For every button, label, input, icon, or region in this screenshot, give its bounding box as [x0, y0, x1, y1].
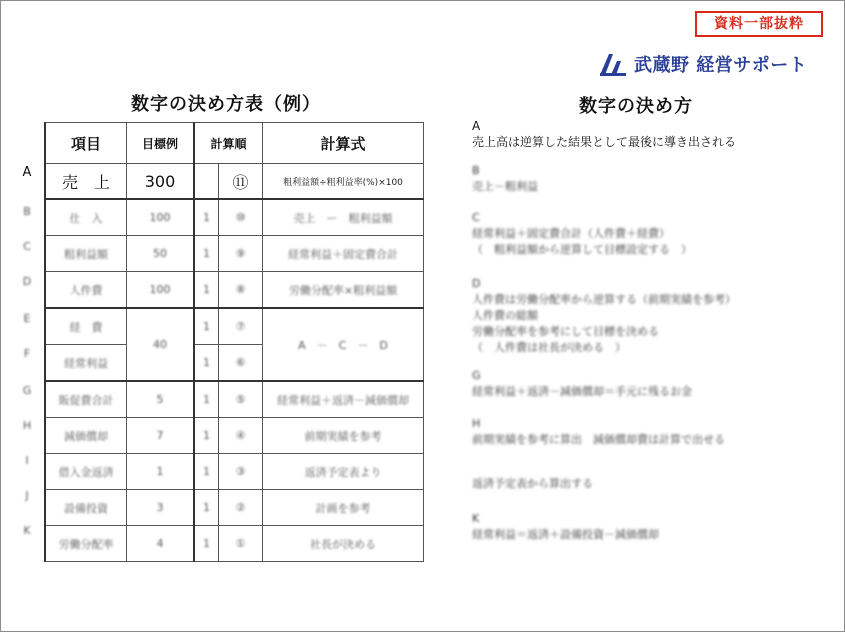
cell-order-blank: [194, 164, 219, 200]
cell-order-b: ④: [219, 418, 263, 454]
table-row: [45, 308, 424, 345]
cell-formula: 返済予定表より: [263, 454, 424, 490]
table-row: [45, 272, 424, 309]
excerpt-badge: 資料一部抜粋: [695, 11, 823, 37]
table-header-row: [45, 123, 424, 164]
cell-order-b: ②: [219, 490, 263, 526]
note-k: [472, 511, 659, 543]
note-text: 売上－粗利益: [472, 180, 538, 193]
header-item: 項目: [45, 123, 127, 164]
cell-order: ⑪: [219, 164, 263, 200]
cell-item: 粗利益額: [45, 236, 127, 272]
cell-target: 300: [127, 164, 195, 200]
table-title: 数字の決め方表（例）: [131, 94, 321, 115]
cell-order-a: 1: [194, 308, 219, 345]
cell-order-a: 1: [194, 236, 219, 272]
note-letter: C: [472, 211, 480, 224]
note-text: 経常利益＝返済＋設備投資－減価償却: [472, 528, 659, 541]
cell-item: 借入金返済: [45, 454, 127, 490]
number-decision-table: [44, 122, 424, 562]
note-letter: K: [472, 512, 480, 525]
cell-order-b: ⑧: [219, 272, 263, 309]
note-text: 売上高は逆算した結果として最後に導き出される: [472, 135, 737, 149]
cell-item: 経常利益: [45, 345, 127, 382]
row-letter: D: [22, 275, 32, 288]
cell-order-a: 1: [194, 454, 219, 490]
row-letter: G: [22, 384, 32, 397]
table-row: [45, 454, 424, 490]
table-row: [45, 236, 424, 272]
note-letter: D: [472, 277, 481, 290]
cell-formula: 社長が決める: [263, 526, 424, 562]
cell-order-a: 1: [194, 199, 219, 236]
header-order: 計算順: [194, 123, 263, 164]
cell-target: 100: [127, 199, 195, 236]
cell-formula: 経常利益＋固定費合計: [263, 236, 424, 272]
cell-target: 1: [127, 454, 195, 490]
row-letter: J: [25, 489, 29, 502]
row-letter: K: [23, 524, 31, 537]
note-text: （ 粗利益額から逆算して目標設定する ）: [472, 243, 692, 256]
header-formula: 計算式: [263, 123, 424, 164]
note-b: [472, 163, 538, 195]
note-a: [472, 118, 736, 150]
cell-target: 3: [127, 490, 195, 526]
cell-order-b: ③: [219, 454, 263, 490]
note-letter: G: [472, 369, 481, 382]
row-letter: A: [22, 165, 32, 180]
note-h: [472, 416, 725, 448]
row-letter: B: [23, 205, 31, 218]
cell-target: 40: [127, 308, 195, 381]
cell-target: 100: [127, 272, 195, 309]
note-d: [472, 276, 736, 356]
table-row: [45, 418, 424, 454]
cell-order-b: ⑩: [219, 199, 263, 236]
cell-order-b: ⑤: [219, 381, 263, 418]
header-target: 目標例: [127, 123, 195, 164]
cell-item: 経 費: [45, 308, 127, 345]
row-letter: H: [22, 419, 32, 432]
note-c: [472, 210, 692, 258]
cell-order-a: 1: [194, 490, 219, 526]
note-text: 労働分配率を参考にして目標を決める: [472, 325, 659, 338]
table-row: [45, 526, 424, 562]
cell-item: 設備投資: [45, 490, 127, 526]
note-i: [472, 476, 593, 492]
cell-order-b: ①: [219, 526, 263, 562]
notes-title: 数字の決め方: [579, 96, 693, 117]
cell-formula: 計画を参考: [263, 490, 424, 526]
note-text: 前期実績を参考に算出 減価償却費は計算で出せる: [472, 433, 725, 446]
cell-order-b: ⑦: [219, 308, 263, 345]
row-letter: I: [25, 454, 29, 467]
cell-target: 7: [127, 418, 195, 454]
cell-formula: 粗利益額÷粗利益率(%)×100: [263, 164, 424, 200]
table-row: [45, 164, 424, 200]
table-row: [45, 381, 424, 418]
cell-item: 人件費: [45, 272, 127, 309]
cell-order-b: ⑥: [219, 345, 263, 382]
cell-order-a: 1: [194, 418, 219, 454]
cell-item: 労働分配率: [45, 526, 127, 562]
note-letter: A: [472, 119, 481, 133]
note-text: 経常利益＋固定費合計（人件費＋経費）: [472, 227, 670, 240]
note-g: [472, 368, 692, 400]
cell-target: 50: [127, 236, 195, 272]
note-text: （ 人件費は社長が決める ）: [472, 341, 626, 354]
cell-formula: 労働分配率×粗利益額: [263, 272, 424, 309]
cell-formula: A － C － D: [263, 308, 424, 381]
brand-logo: [598, 51, 807, 77]
row-letter: E: [23, 312, 31, 325]
musashino-logo-icon: [598, 51, 628, 77]
cell-order-a: 1: [194, 526, 219, 562]
cell-order-a: 1: [194, 272, 219, 309]
cell-order-b: ⑨: [219, 236, 263, 272]
brand-name: 武蔵野 経営サポート: [634, 55, 808, 76]
table-row: [45, 490, 424, 526]
note-letter: H: [472, 417, 481, 430]
cell-target: 4: [127, 526, 195, 562]
cell-formula: 売上 ー 粗利益額: [263, 199, 424, 236]
note-text: 経常利益＋返済－減価償却＝手元に残るお金: [472, 385, 692, 398]
note-text: 人件費は労働分配率から逆算する（前期実績を参考）: [472, 293, 736, 306]
cell-item: 販促費合計: [45, 381, 127, 418]
note-text: 人件費の総額: [472, 309, 538, 322]
cell-item: 売 上: [45, 164, 127, 200]
cell-formula: 経常利益＋返済－減価償却: [263, 381, 424, 418]
note-text: 返済予定表から算出する: [472, 477, 593, 490]
cell-order-a: 1: [194, 381, 219, 418]
cell-order-a: 1: [194, 345, 219, 382]
cell-item: 減価償却: [45, 418, 127, 454]
table-row: [45, 199, 424, 236]
note-letter: B: [472, 164, 480, 177]
cell-formula: 前期実績を参考: [263, 418, 424, 454]
row-letter: F: [23, 347, 31, 360]
cell-target: 5: [127, 381, 195, 418]
row-letter: C: [23, 240, 31, 253]
cell-item: 仕 入: [45, 199, 127, 236]
